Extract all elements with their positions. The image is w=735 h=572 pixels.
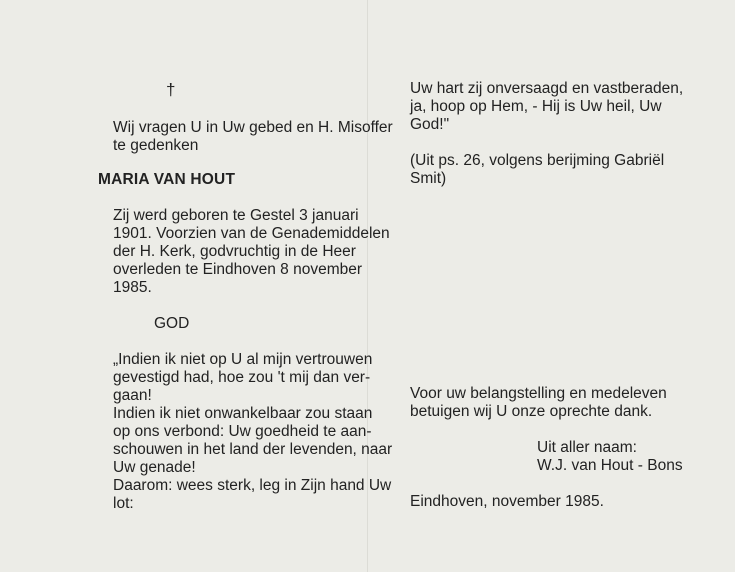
bio-line-5: 1985. — [113, 279, 152, 296]
psalm-line-7: Uw genade! — [113, 459, 196, 476]
bio-line-2: 1901. Voorzien van de Genademiddelen — [113, 225, 390, 242]
intro-line-1: Wij vragen U in Uw gebed en H. Misoffer — [113, 119, 393, 136]
psalm-line-9: lot: — [113, 495, 134, 512]
section-heading-god: GOD — [154, 315, 190, 332]
psalm-cont-line-2: ja, hoop op Hem, - Hij is Uw heil, Uw — [410, 98, 662, 115]
signoff-line-1: Uit aller naam: — [537, 439, 637, 456]
psalm-line-6: schouwen in het land der levenden, naar — [113, 441, 393, 458]
psalm-line-2: gevestigd had, hoe zou 't mij dan ver- — [113, 369, 371, 386]
psalm-line-4: Indien ik niet onwankelbaar zou staan — [113, 405, 373, 422]
psalm-line-3: gaan! — [113, 387, 152, 404]
place-date: Eindhoven, november 1985. — [410, 493, 604, 510]
bio-line-1: Zij werd geboren te Gestel 3 januari — [113, 207, 359, 224]
thanks-line-2: betuigen wij U onze oprechte dank. — [410, 403, 653, 420]
cross-icon: † — [166, 80, 176, 99]
bio-line-3: der H. Kerk, godvruchtig in de Heer — [113, 243, 356, 260]
thanks-line-1: Voor uw belangstelling en medeleven — [410, 385, 667, 402]
source-line-2: Smit) — [410, 170, 447, 187]
deceased-name: MARIA VAN HOUT — [98, 171, 236, 188]
signoff-line-2: W.J. van Hout - Bons — [537, 457, 683, 474]
psalm-cont-line-1: Uw hart zij onversaagd en vastberaden, — [410, 80, 684, 97]
source-line-1: (Uit ps. 26, volgens berijming Gabriël — [410, 152, 665, 169]
psalm-line-5: op ons verbond: Uw goedheid te aan- — [113, 423, 372, 440]
bio-line-4: overleden te Eindhoven 8 november — [113, 261, 363, 278]
psalm-line-1: „Indien ik niet op U al mijn vertrouwen — [113, 351, 373, 368]
intro-line-2: te gedenken — [113, 137, 199, 154]
psalm-cont-line-3: God!" — [410, 116, 450, 133]
psalm-line-8: Daarom: wees sterk, leg in Zijn hand Uw — [113, 477, 392, 494]
